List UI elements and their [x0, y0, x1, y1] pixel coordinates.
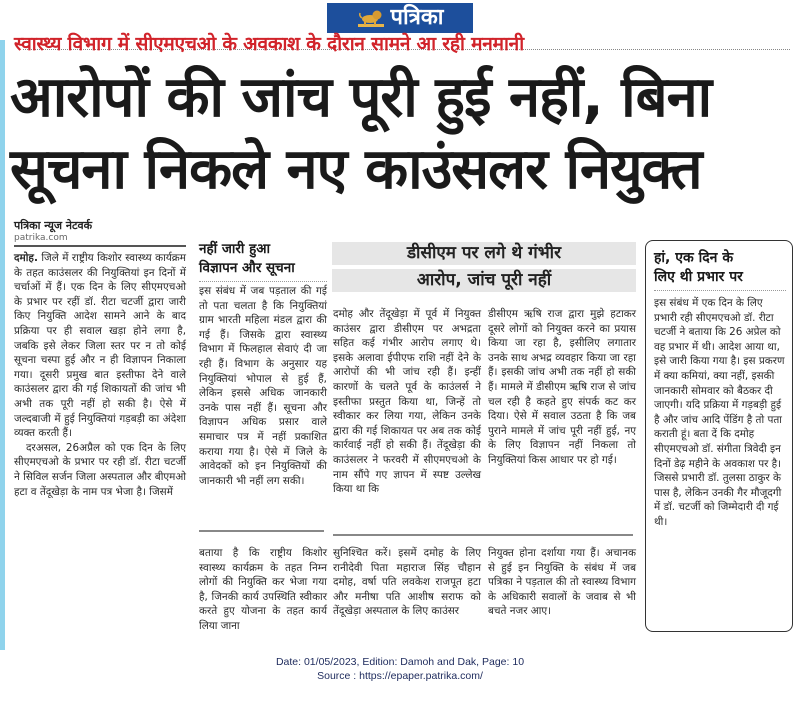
sidebar-heading: [654, 249, 786, 291]
headline: [10, 62, 790, 206]
article-column-2: [199, 284, 327, 488]
article-column-3: [333, 307, 481, 497]
paragraph: सुनिश्चित करें। इसमें दमोह के लिए रानीदेवी पिता महाराज सिंह चौहान दमोह, वर्षा पति लवकेश राजपूत हटा और मनीषा पति आशीष सराफ को तेंदूखेड़ा अस्पताल के लिए काउंसर: [333, 547, 481, 618]
footer-source: Source : https://epaper.patrika.com/: [317, 670, 483, 682]
byline-name: पत्रिका न्यूज नेटवर्क: [14, 219, 93, 232]
dateline: दमोह.: [14, 252, 38, 264]
byline: [14, 218, 186, 247]
article-column-1: [14, 251, 186, 499]
sidebar-text: इस संबंध में एक दिन के लिए प्रभारी रही सीएमएचओ डॉ. रीटा चटर्जी ने बताया कि 26 अप्रेल को वह प्रभार में थी। आदेश आया था, इसे जारी किया गया है। इस प्रकरण में क्या कमियां, क्या नहीं, इसकी जानकारी सोमवार को बैठकर दी जाएगी। यदि प्रक्रिया में गड़बड़ी हुई है और जांच आदि पेंडिंग है तो पता कराती हूं। बता दें कि दमोह सीएमएचओ डॉ. संगीता त्रिवेदी इन दिनों डेढ़ महीने के अवकाश पर है। जिससे प्रभारी डॉ. तुलसा ठाकुर के पास है, लेकिन उनकी गैर मौजूदगी में डॉ. चटर्जी को जिम्मेदारी दी गई थी।: [654, 297, 785, 528]
deck-line-1: डीसीएम पर लगे थे गंभीर: [332, 242, 636, 265]
paragraph: जिले में राष्ट्रीय किशोर स्वास्थ्य कार्यक्रम के तहत काउंसलर की नियुक्तियां इन दिनों में चर्चाओं में हैं। एक दिन के लिए सीएमएचओ के प्रभार पर रहीं डॉ. रीटा चटर्जी द्वारा जारी किए नियुक्ति आदेश सामने आने के बाद प्रक्रिया पर ही सवाल खड़ा होने लगा है, जबकि इसे लेकर जिला स्तर पर न तो कोई सूचना चस्पा हुई और न ही विज्ञापन निकाला गया। दूसरी प्रमुख बात इस्तीफा देने वाले काउंसलर द्वारा की गई शिकायतों की जांच भी अभी तक पूरी नहीं हो सकी है। ऐसे में जल्दबाजी में हुई नियुक्तियां गड़बड़ी का अंदेशा व्यक्त करती हैं।: [14, 252, 186, 440]
paragraph: दरअसल, 26अप्रैल को एक दिन के लिए सीएमएचओ के प्रभार पर रही डॉ. रीटा चटर्जी ने सिविल सर्जन जिला अस्पताल और बीएमओ हटा व तेंदूखेड़ा के नाम पत्र भेजा है। जिसमें: [14, 441, 186, 498]
byline-site: patrika.com: [14, 233, 186, 247]
paragraph: दमोह और तेंदूखेड़ा में पूर्व में नियुक्त काउंसर द्वारा डीसीएम पर अभद्रता सहित कई गंभीर आरोप लगाए थे। इसके अलावा ईपीएफ राशि नहीं देने के आरोपों की भी जांच रही हैं। इन्हीं कारणों के चलते पूर्व के काउंलर्स ने इस्तीफा प्रस्तुत किया था, जिन्हें तो स्वीकार कर लिया गया, लेकिन उनके द्वारा की गई शिकायत पर अब तक कोई कार्रवाई नहीं हो सकी हैं। तेंदूखेड़ा की काउंसलर ने फरवरी में सीएमएचओ के नाम सौंपे गए ज्ञापन में स्पष्ट उल्लेख किया था कि: [333, 308, 481, 496]
footer: [0, 655, 800, 683]
article-column-2-continued: [199, 546, 327, 634]
deck-heading: [332, 242, 636, 296]
sidebar-box: [645, 240, 793, 632]
deck-line-2: आरोप, जांच पूरी नहीं: [332, 269, 636, 292]
sidebar-heading-line-2: लिए थी प्रभार पर: [654, 269, 743, 285]
subheading-no-ad: [199, 240, 327, 282]
article-column-3-continued: [333, 546, 481, 619]
paragraph: इस संबंध में जब पड़ताल की गई तो पता चलता है कि नियुक्तियां ग्राम भारती महिला मंडल द्वारा की गई हैं। जिसके द्वारा स्वास्थ्य विभाग में फिलहाल सेवाएं दी जा रही हैं। विभाग के अनुसार यह नियुक्तियां भोपाल से हुई हैं, लेकिन इससे अधिक जानकारी उनके पास नहीं हैं। सूचना और विज्ञापन अधिक प्रसार वाले समाचार पत्र में नहीं प्रकाशित कराया गया है। ऐसे में जिले के आवेदकों को इन नियुक्तियों की जानकारी भी नहीं लग सकी।: [199, 285, 327, 487]
paragraph: बताया है कि राष्ट्रीय किशोर स्वास्थ्य कार्यक्रम के तहत निम्न लोगों की नियुक्ति कर भेजा गया है, जिनकी कार्य उपस्थिति स्वीकार करते हुए योजना के तहत कार्य लिया जाना: [199, 547, 327, 632]
paragraph: नियुक्त होना दर्शाया गया हैं। अचानक से हुई इन नियुक्ति के संबंध में जब पत्रिका ने पड़ताल की तो स्वास्थ्य विभाग के अधिकारी सवालों के जवाब से भी बचते नजर आए।: [488, 547, 636, 618]
footer-date-edition: Date: 01/05/2023, Edition: Damoh and Dak, Page: 10: [275, 656, 525, 668]
headline-line-2: सूचना निकले नए काउंसलर नियुक्त: [10, 137, 702, 202]
paragraph: डीसीएम ऋषि राज द्वारा मुझे हटाकर दूसरे लोगों को नियुक्त करने का प्रयास किया जा रहा है, इसीलिए लगातार उनके साथ अभद्र व्यवहार किया जा रहा हैं। इसकी जांच अभी तक नहीं हो सकी हैं। मामले में डीसीएम ऋषि राज से जांच चल रही है कहते हुए संपर्क कट कर दिया। ऐसे में सवाल उठता है कि जब पुराने मामले में जांच पूरी नहीं हुई, नए के लिए विज्ञापन नहीं निकला तो नियुक्तियां किस आधार पर हो गई।: [488, 308, 636, 466]
lion-icon: [357, 8, 385, 28]
divider: [333, 534, 633, 536]
kicker: स्वास्थ्य विभाग में सीएमएचओ के अवकाश के दौरान सामने आ रही मनमानी: [14, 33, 524, 55]
brand-name: पत्रिका: [390, 5, 444, 30]
masthead: [327, 3, 473, 33]
divider: [199, 530, 324, 532]
sidebar-heading-line-1: हां, एक दिन के: [654, 250, 734, 266]
article-column-4-continued: [488, 546, 636, 619]
subheading-line-2: विज्ञापन और सूचना: [199, 260, 295, 276]
article-column-4: [488, 307, 636, 468]
headline-line-1: आरोपों की जांच पूरी हुई नहीं, बिना: [10, 65, 712, 130]
subheading-line-1: नहीं जारी हुआ: [199, 241, 271, 257]
